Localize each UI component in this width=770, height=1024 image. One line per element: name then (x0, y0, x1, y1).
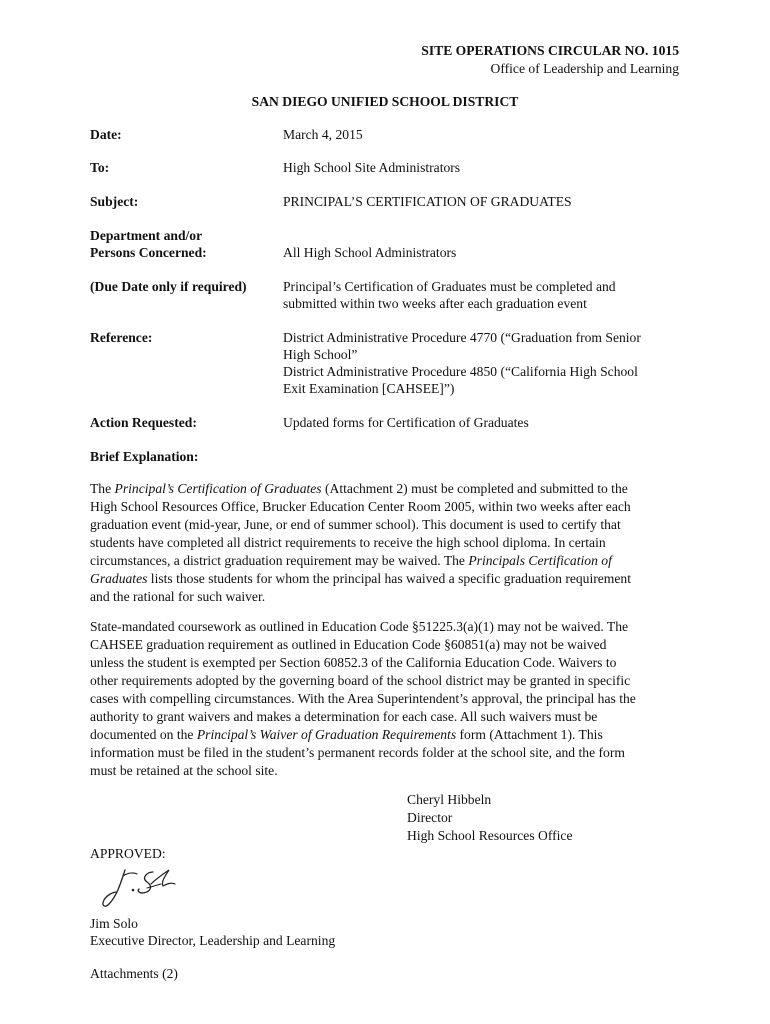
reference-label: Reference: (90, 330, 153, 345)
explanation-paragraph-1 (90, 480, 680, 606)
sender-office: High School Resources Office (407, 828, 573, 843)
approved-label: APPROVED: (90, 846, 166, 861)
subject-label: Subject: (90, 194, 139, 209)
paragraph-line: must be retained at the school site. (90, 763, 278, 778)
paragraph-line: circumstances, a district graduation requirement may be waived. The Principals Certification of (90, 553, 612, 568)
sender-title: Director (407, 810, 453, 825)
circular-title: SITE OPERATIONS CIRCULAR NO. 1015 (421, 43, 679, 58)
explanation-paragraph-2 (90, 618, 680, 780)
date-label: Date: (90, 127, 122, 142)
subject-value: PRINCIPAL’S CERTIFICATION OF GRADUATES (283, 194, 572, 209)
explanation-heading: Brief Explanation: (90, 449, 199, 464)
action-label: Action Requested: (90, 415, 197, 430)
district-name: SAN DIEGO UNIFIED SCHOOL DISTRICT (251, 94, 519, 109)
paragraph-line: CAHSEE graduation requirement as outlined in Education Code §60851(a) may not be waived (90, 637, 607, 652)
approver-name: Jim Solo (90, 916, 138, 931)
date-value: March 4, 2015 (283, 127, 363, 142)
to-label: To: (90, 160, 110, 175)
reference-value-line1: District Administrative Procedure 4770 (“Graduation from Senior (283, 330, 641, 345)
paragraph-line: Graduates lists those students for whom the principal has waived a specific graduation requirement (90, 571, 631, 586)
reference-value-line3: District Administrative Procedure 4850 (“California High School (283, 364, 638, 379)
approver-title: Executive Director, Leadership and Learning (90, 933, 336, 948)
office-name: Office of Leadership and Learning (490, 61, 679, 76)
department-label-line1: Department and/or (90, 228, 203, 243)
sender-name: Cheryl Hibbeln (407, 792, 492, 807)
paragraph-line: documented on the Principal’s Waiver of Graduation Requirements form (Attachment 1). This (90, 727, 603, 742)
due-date-value-line2: submitted within two weeks after each graduation event (283, 296, 587, 311)
paragraph-line: The Principal’s Certification of Graduates (Attachment 2) must be completed and submitted to the (90, 481, 628, 496)
due-date-label: (Due Date only if required) (90, 279, 247, 294)
to-value: High School Site Administrators (283, 160, 461, 175)
paragraph-line: unless the student is exempted per Section 60852.3 of the California Education Code. Waivers to (90, 655, 617, 670)
paragraph-line: High School Resources Office, Brucker Education Center Room 2005, within two weeks after each (90, 499, 631, 514)
reference-value-line4: Exit Examination [CAHSEE]”) (283, 381, 455, 396)
reference-value-line2: High School” (283, 347, 358, 362)
attachments-note: Attachments (2) (90, 966, 178, 981)
department-label-line2: Persons Concerned: (90, 245, 207, 260)
due-date-value-line1: Principal’s Certification of Graduates must be completed and (283, 279, 616, 294)
paragraph-line: information must be filed in the student’s permanent records folder at the school site, and the form (90, 745, 625, 760)
paragraph-line: other requirements adopted by the governing board of the school district may be granted in specific (90, 673, 631, 688)
paragraph-line: authority to grant waivers and makes a determination for each case. All such waivers must be (90, 709, 598, 724)
action-value: Updated forms for Certification of Graduates (283, 415, 529, 430)
department-value: All High School Administrators (283, 245, 457, 260)
paragraph-line: and the rational for such waiver. (90, 589, 266, 604)
handwritten-signature (95, 862, 185, 912)
paragraph-line: graduation event (mid-year, June, or end of summer school). This document is used to certify that (90, 517, 621, 532)
paragraph-line: cases with compelling circumstances. With the Area Superintendent’s approval, the principal has the (90, 691, 636, 706)
paragraph-line: State-mandated coursework as outlined in Education Code §51225.3(a)(1) may not be waived. The (90, 619, 629, 634)
paragraph-line: students have completed all district requirements to receive the high school diploma. In certain (90, 535, 606, 550)
